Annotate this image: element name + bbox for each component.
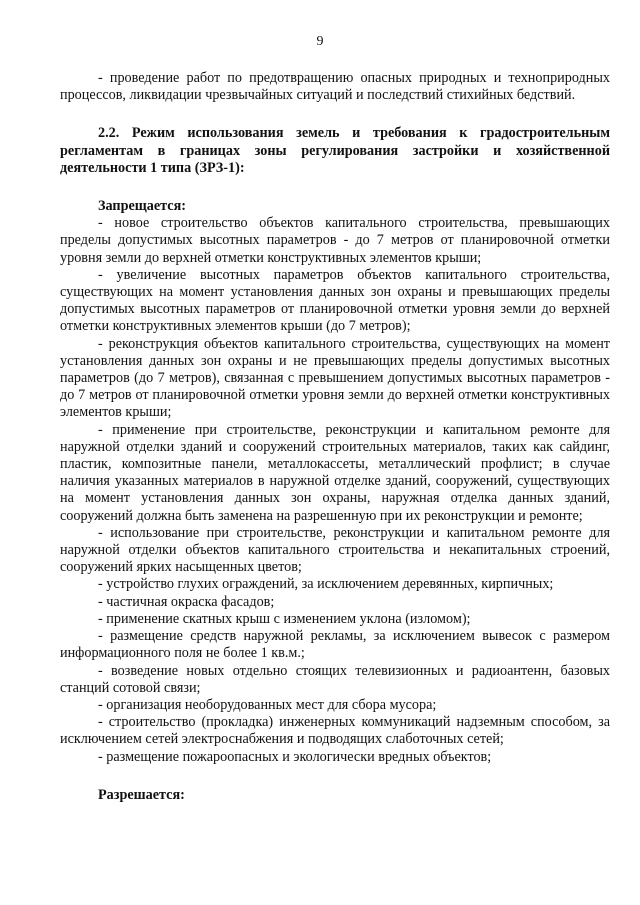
list-item: - применение скатных крыш с изменением уклона (изломом);: [98, 610, 471, 627]
list-item: - частичная окраска фасадов;: [98, 593, 275, 610]
list-item: - размещение средств наружной рекламы, за исключением вывесок с размером информационного поля не более 1 кв.м.;: [60, 628, 610, 662]
list-item: - организация необорудованных мест для сбора мусора;: [98, 696, 437, 713]
allowed-title: Разрешается:: [98, 786, 185, 803]
prohibited-title: Запрещается:: [98, 198, 186, 215]
section-heading: 2.2. Режим использования земель и требования к градостроительным регламентам в границах зоны регулирования застройки и хозяйственной деятельности 1 типа (ЗРЗ-1):: [60, 125, 610, 176]
list-item: - устройство глухих ограждений, за исключением деревянных, кирпичных;: [98, 576, 554, 593]
list-item: - использование при строительстве, реконструкции и капитальном ремонте для наружной отделки объектов капитального строительства и некапитальных строений, сооружений ярких насыщенных цветов;: [60, 524, 610, 576]
list-item: - увеличение высотных параметров объектов капитального строительства, существующих на момент установления данных зон охраны и превышающих пределы допустимых высотных параметров от планировочной отметки уровня земли до верхней отметки конструктивных элементов крыши (до 7 метров);: [60, 266, 610, 335]
page-number: 9: [316, 34, 324, 49]
page-content: [60, 70, 610, 804]
intro-paragraph: - проведение работ по предотвращению опасных природных и техноприродных процессов, ликвидации чрезвычайных ситуаций и последствий стихийных бедствий.: [60, 70, 610, 104]
list-item: - реконструкция объектов капитального строительства, существующих на момент установления данных зон охраны и не превышающих пределы допустимых высотных параметров (до 7 метров), связанная с превышением допустимых высотных параметров - до 7 метров от планировочной отметки уровня земли до верхней отметки конструктивных элементов крыши;: [60, 335, 610, 421]
prohibited-list: [60, 215, 610, 766]
list-item: - строительство (прокладка) инженерных коммуникаций надземным способом, за исключением сетей электроснабжения и подводящих слаботочных сетей;: [60, 714, 610, 748]
list-item: - применение при строительстве, реконструкции и капитальном ремонте для наружной отделки зданий и сооружений строительных материалов, таких как сайдинг, пластик, композитные панели, металлокассеты, металлический профлист; в случае наличия указанных материалов в наружной отделке зданий, сооружений, существующих на момент установления данных зон охраны, наружная отделка данных зданий, сооружений должна быть заменена на разрешенную при их реконструкции и ремонте;: [60, 421, 610, 524]
list-item: - размещение пожароопасных и экологически вредных объектов;: [98, 748, 492, 765]
list-item: - возведение новых отдельно стоящих телевизионных и радиоантенн, базовых станций сотовой связи;: [60, 662, 610, 696]
list-item: - новое строительство объектов капитального строительства, превышающих пределы допустимых высотных параметров - до 7 метров от планировочной отметки уровня земли до верхней отметки конструктивных элементов крыши;: [60, 215, 610, 266]
